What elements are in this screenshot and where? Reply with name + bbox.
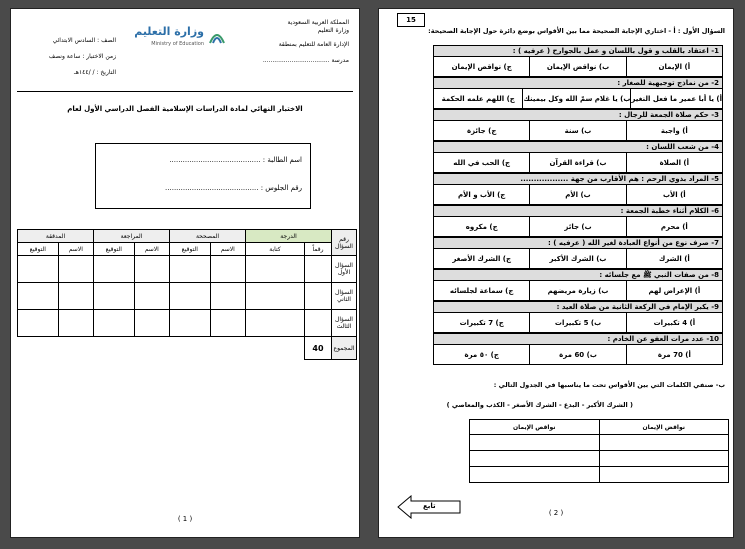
seat-number-field[interactable]: رقم الجلوس : .......................................... [165,184,302,192]
date-line: التاريخ : / /١٤٤هـ [74,69,116,76]
grade-cell[interactable] [305,310,332,337]
option-b[interactable]: ب) الأم [529,185,625,204]
answer-options [433,249,723,269]
signature-header: التوقيع [18,243,59,256]
option-a[interactable]: أ) يا أبا عمير ما فعل النغير [630,89,722,108]
grade-line: الصف : السادس الابتدائي [52,37,116,44]
option-b[interactable]: ب) قراءة القرآن [529,153,625,172]
grade-cell[interactable] [246,310,305,337]
page-number: ( 2 ) [548,509,564,517]
total-label: المجموع [332,337,357,360]
student-name-field[interactable]: اسم الطالبة : ......................................... [169,156,302,164]
ministry-logo [134,23,228,57]
option-a[interactable]: أ) الأب [626,185,722,204]
answer-cell[interactable] [599,451,729,467]
total-value: 40 [305,337,332,360]
logo-icon [206,25,228,47]
option-c[interactable]: ج) الشرك الأصغر [452,254,512,263]
part-b-heading: ب- صنفي الكلمات التي بين الأقواس تحت ما يناسبها في الجدول التالي : [493,381,725,389]
option-a[interactable]: أ) 70 مرة [626,345,722,364]
option-c[interactable]: ج) مكروه [465,222,498,231]
grade-cell[interactable] [246,256,305,283]
option-b[interactable]: ب) الشرك الأكبر [529,249,625,268]
option-b[interactable]: ب) 5 تكبيرات [529,313,625,332]
answer-cell[interactable] [470,451,600,467]
option-c[interactable]: ج) الحب في الله [453,158,511,167]
option-b[interactable]: ب) زيارة مريضهم [529,281,625,300]
question-text: 9- يكبر الإمام في الركعة الثانية من صلاة العيد : [433,301,723,313]
header-line: وزارة التعليم [317,27,349,34]
answer-options [433,185,723,205]
option-c[interactable]: ج) ٥٠ مرة [464,350,499,359]
option-a[interactable]: أ) الصلاة [626,153,722,172]
score-box: 15 [397,13,425,27]
q1-heading: السؤال الأول : أ - اختاري الإجابة الصحيحة مما بين الأقواس بوضع دائرة حول الإجابة الصحيحة: [428,27,725,35]
option-a[interactable]: أ) 4 تكبيرات [626,313,722,332]
signature-header: التوقيع [170,243,211,256]
grade-table [17,229,357,360]
answer-options [433,217,723,237]
option-b[interactable]: ب) سنة [529,121,625,140]
classification-table [469,419,729,483]
option-c[interactable]: ج) الأب و الأم [458,190,506,199]
header-line: مدرسة ................................... [262,57,349,64]
answer-options [433,345,723,365]
option-b[interactable]: ب) جائز [529,217,625,236]
question-text: 1- اعتقاد بالقلب و قول باللسان و عمل بالجوارح ( عرفيه ) : [433,45,723,57]
answer-options [433,281,723,301]
signature-header: التوقيع [94,243,135,256]
grade-text-header: كتابة [246,243,305,256]
duration-line: زمن الاختبار : ساعة ونصف [48,53,116,60]
question-text: 10- عدد مرات العفو عن الخادم : [433,333,723,345]
question-text: 6- الكلام أثناء خطبة الجمعة : [433,205,723,217]
option-c[interactable]: ج) سماعة لجلسائه [449,286,514,295]
question-text: 8- من صفات النبي ﷺ مع جلسائه : [433,269,723,281]
logo-text: وزارة التعليم [134,25,204,38]
question-text: 5- المراد بذوي الرحم : هم الأقارب من جهة .................. [433,173,723,185]
option-b[interactable]: ب) نواقض الإيمان [529,57,625,76]
option-a[interactable]: أ) محرم [626,217,722,236]
answer-options [433,153,723,173]
part-b-words: ( الشرك الأكبر - البدع - الشرك الأصغر - الكذب والمعاصي ) [446,401,633,409]
option-c[interactable]: ج) اللهم علمه الحكمة [441,94,515,103]
exam-questions-page [378,8,734,538]
question-text: 7- صرف نوع من أنواع العبادة لغير الله ( عرفيه ) : [433,237,723,249]
grade-cell[interactable] [305,256,332,283]
grade-cell[interactable] [305,283,332,310]
option-a[interactable]: أ) الإيمان [626,57,722,76]
corrector-header: المصححة [170,230,246,243]
answer-cell[interactable] [599,435,729,451]
col-right-header: نواقض الإيمان [599,420,729,435]
next-label: تابع [423,502,436,510]
question-row-label: السؤال الأول [332,256,357,283]
auditor-header: المدققة [18,230,94,243]
logo-text-en: Ministry of Education [151,41,204,47]
option-a[interactable]: أ) واجبة [626,121,722,140]
grade-num-header: رقماً [305,243,332,256]
reviewer-header: المراجعة [94,230,170,243]
grade-header: الدرجة [246,230,332,243]
exam-cover-page [10,8,360,538]
question-row-label: السؤال الثالث [332,310,357,337]
grade-cell[interactable] [246,283,305,310]
exam-title: الاختبار النهائي لمادة الدراسات الإسلامية الفصل الدراسي الأول لعام [67,105,303,113]
answer-options [433,89,723,109]
col-left-header: نواقص الإيمان [470,420,600,435]
answer-options [433,121,723,141]
name-header: الاسم [58,243,93,256]
mcq-list [433,45,723,365]
option-a[interactable]: أ) الإعراض لهم [626,281,722,300]
header-line: الإدارة العامة للتعليم بمنطقة [278,41,349,48]
option-a[interactable]: أ) الشرك [626,249,722,268]
name-header: الاسم [134,243,169,256]
question-row-label: السؤال الثاني [332,283,357,310]
question-num-header: رقم السؤال [332,230,357,256]
option-b[interactable]: ب) 60 مرة [529,345,625,364]
answer-cell[interactable] [470,435,600,451]
question-text: 4- من شعب اللسان : [433,141,723,153]
option-c[interactable]: ج) 7 تكبيرات [459,318,504,327]
answer-options [433,313,723,333]
option-c[interactable]: ج) نواقص الإيمان [451,62,512,71]
page-number: ( 1 ) [177,515,193,523]
option-c[interactable]: ج) جائزة [466,126,497,135]
answer-cell[interactable] [599,467,729,483]
name-header: الاسم [210,243,245,256]
answer-cell[interactable] [470,467,600,483]
question-text: 2- من نماذج توجيهية للصغار : [433,77,723,89]
header-left-block [31,37,116,77]
question-text: 3- حكم صلاة الجمعة للرجال : [433,109,723,121]
answer-options [433,57,723,77]
header-line: المملكة العربية السعودية [287,19,349,26]
option-b[interactable]: ب) يا غلام سمّ الله وكل بيمينك [522,89,630,108]
student-info-box [95,143,311,209]
header-divider [17,91,353,92]
header-right-block [254,19,349,65]
